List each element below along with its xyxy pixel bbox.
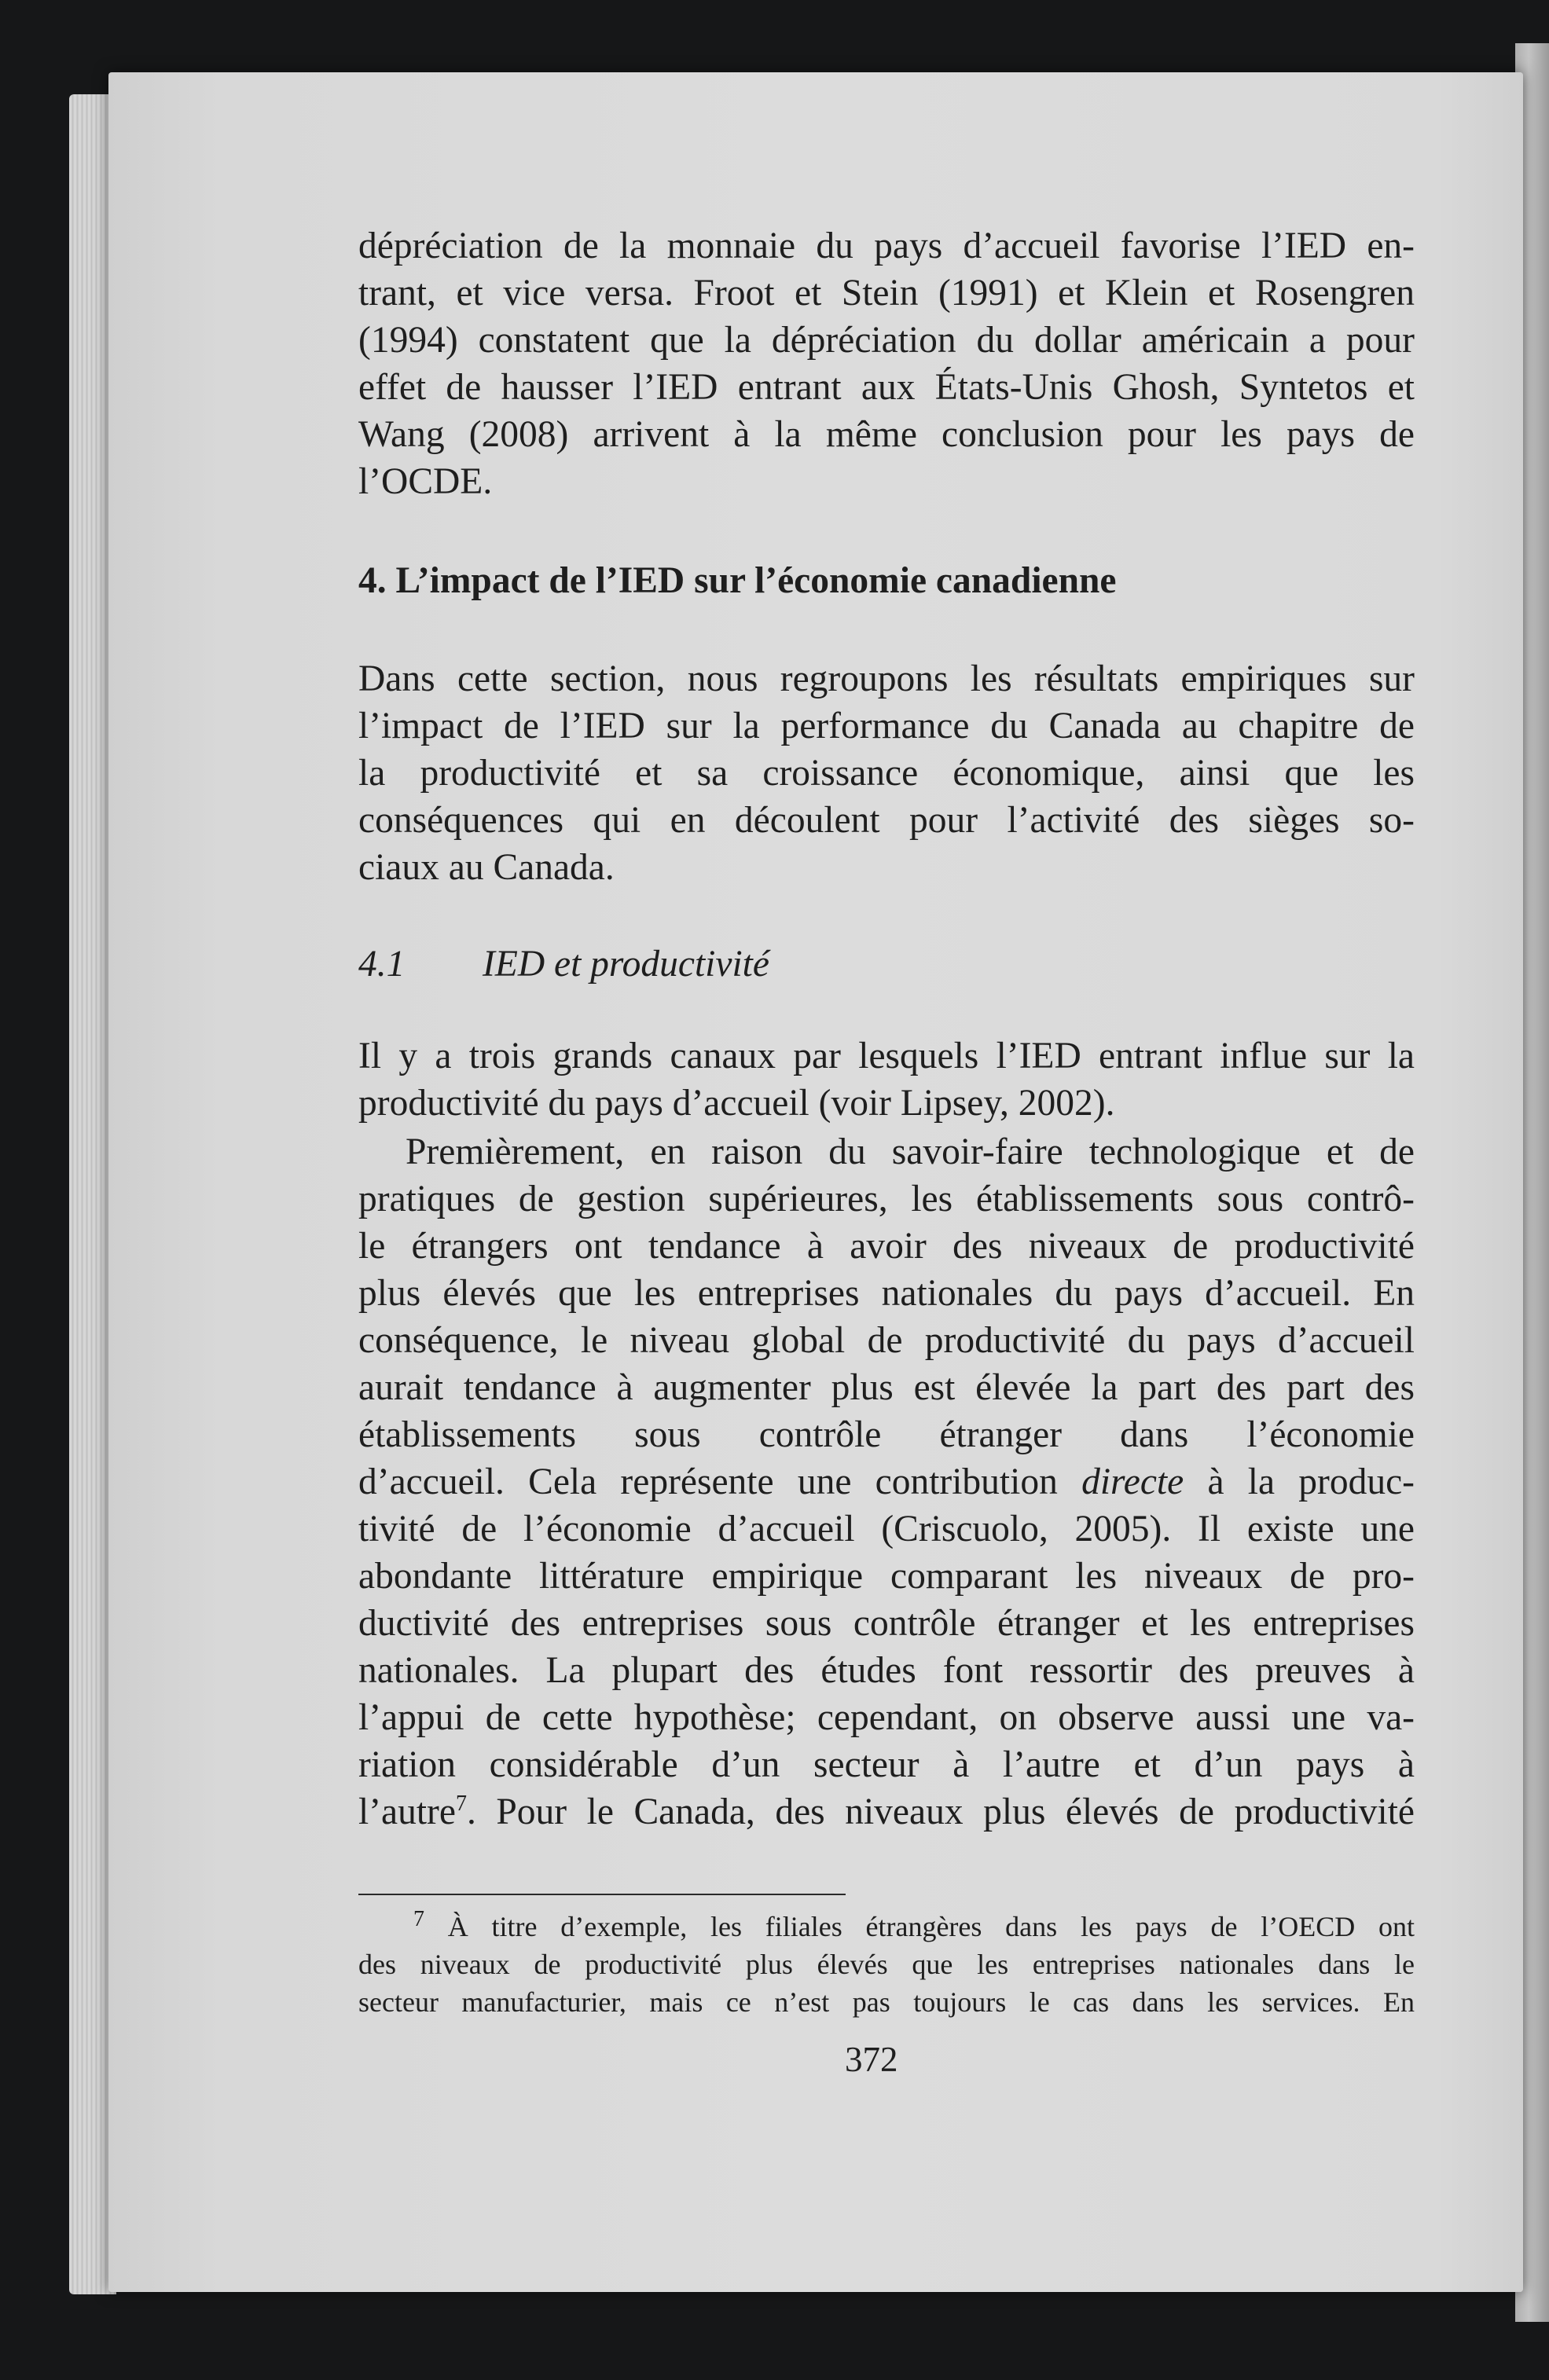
- text-line: Wang (2008) arrivent à la même conclusion pour les pays de: [358, 414, 1415, 455]
- text-line: riation considérable d’un secteur à l’autre et d’un pays à: [358, 1744, 1415, 1785]
- paragraph-2: [358, 655, 1415, 891]
- text-span: à la produc-: [1184, 1461, 1415, 1502]
- text-line: ductivité des entreprises sous contrôle étranger et les entreprises: [358, 1603, 1415, 1644]
- text-line: la productivité et sa croissance économique, ainsi que les: [358, 753, 1415, 794]
- footnote-line: [358, 1908, 1415, 1945]
- text-line: Dans cette section, nous regroupons les résultats empiriques sur: [358, 658, 1415, 699]
- text-line: (1994) constatent que la dépréciation du dollar américain a pour: [358, 320, 1415, 361]
- text-line: Premièrement, en raison du savoir-faire technologique et de: [406, 1131, 1415, 1172]
- text-span: l’autre: [358, 1791, 456, 1832]
- section-heading: 4. L’impact de l’IED sur l’économie canadienne: [358, 560, 1117, 601]
- subsection-title: IED et productivité: [483, 944, 769, 985]
- text-line: effet de hausser l’IED entrant aux États-Unis Ghosh, Syntetos et: [358, 367, 1415, 408]
- text-line: trant, et vice versa. Froot et Stein (1991) et Klein et Rosengren: [358, 273, 1415, 314]
- text-line: conséquences qui en découlent pour l’activité des sièges so-: [358, 800, 1415, 841]
- text-line: l’impact de l’IED sur la performance du Canada au chapitre de: [358, 706, 1415, 746]
- text-line: [358, 1788, 1415, 1835]
- page-number: 372: [845, 2040, 898, 2079]
- paragraph-1: [358, 222, 1415, 505]
- text-line: [358, 1458, 1415, 1505]
- text-line: nationales. La plupart des études font ressortir des preuves à: [358, 1650, 1415, 1691]
- footnote-reference: 7: [455, 1791, 467, 1817]
- text-line: Il y a trois grands canaux par lesquels l’IED entrant influe sur la: [358, 1036, 1415, 1076]
- text-span: d’accueil. Cela représente une contribution: [358, 1461, 1082, 1502]
- paragraph-4: [358, 1128, 1415, 1835]
- footnote-line: secteur manufacturier, mais ce n’est pas toujours le cas dans les services. En: [358, 1986, 1415, 2018]
- text-line: pratiques de gestion supérieures, les établissements sous contrô-: [358, 1179, 1415, 1219]
- text-line: ciaux au Canada.: [358, 847, 615, 888]
- text-line: aurait tendance à augmenter plus est élevée la part des part des: [358, 1367, 1415, 1408]
- footnote: [358, 1908, 1415, 2021]
- subsection-number: 4.1: [358, 944, 406, 985]
- text-line: établissements sous contrôle étranger dans l’économie: [358, 1414, 1415, 1455]
- text-line: le étrangers ont tendance à avoir des niveaux de productivité: [358, 1226, 1415, 1267]
- text-line: tivité de l’économie d’accueil (Criscuolo, 2005). Il existe une: [358, 1509, 1415, 1549]
- text-line: abondante littérature empirique comparant les niveaux de pro-: [358, 1556, 1415, 1597]
- footnote-line: des niveaux de productivité plus élevés que les entreprises nationales dans le: [358, 1949, 1415, 1980]
- footnote-divider: [358, 1894, 846, 1895]
- text-line: dépréciation de la monnaie du pays d’accueil favorise l’IED en-: [358, 226, 1415, 266]
- text-span: À titre d’exemple, les filiales étrangères dans les pays de l’OECD ont: [424, 1911, 1415, 1942]
- text-line: conséquence, le niveau global de productivité du pays d’accueil: [358, 1320, 1415, 1361]
- text-line: l’appui de cette hypothèse; cependant, on observe aussi une va-: [358, 1697, 1415, 1738]
- subsection-heading: [358, 943, 769, 985]
- footnote-marker: 7: [413, 1907, 424, 1931]
- text-line: l’OCDE.: [358, 461, 493, 502]
- paragraph-3: [358, 1032, 1415, 1127]
- emphasis-text: directe: [1081, 1461, 1184, 1502]
- text-span: . Pour le Canada, des niveaux plus élevés de productivité: [466, 1791, 1415, 1832]
- text-line: productivité du pays d’accueil (voir Lipsey, 2002).: [358, 1083, 1115, 1124]
- text-line: plus élevés que les entreprises nationales du pays d’accueil. En: [358, 1273, 1415, 1314]
